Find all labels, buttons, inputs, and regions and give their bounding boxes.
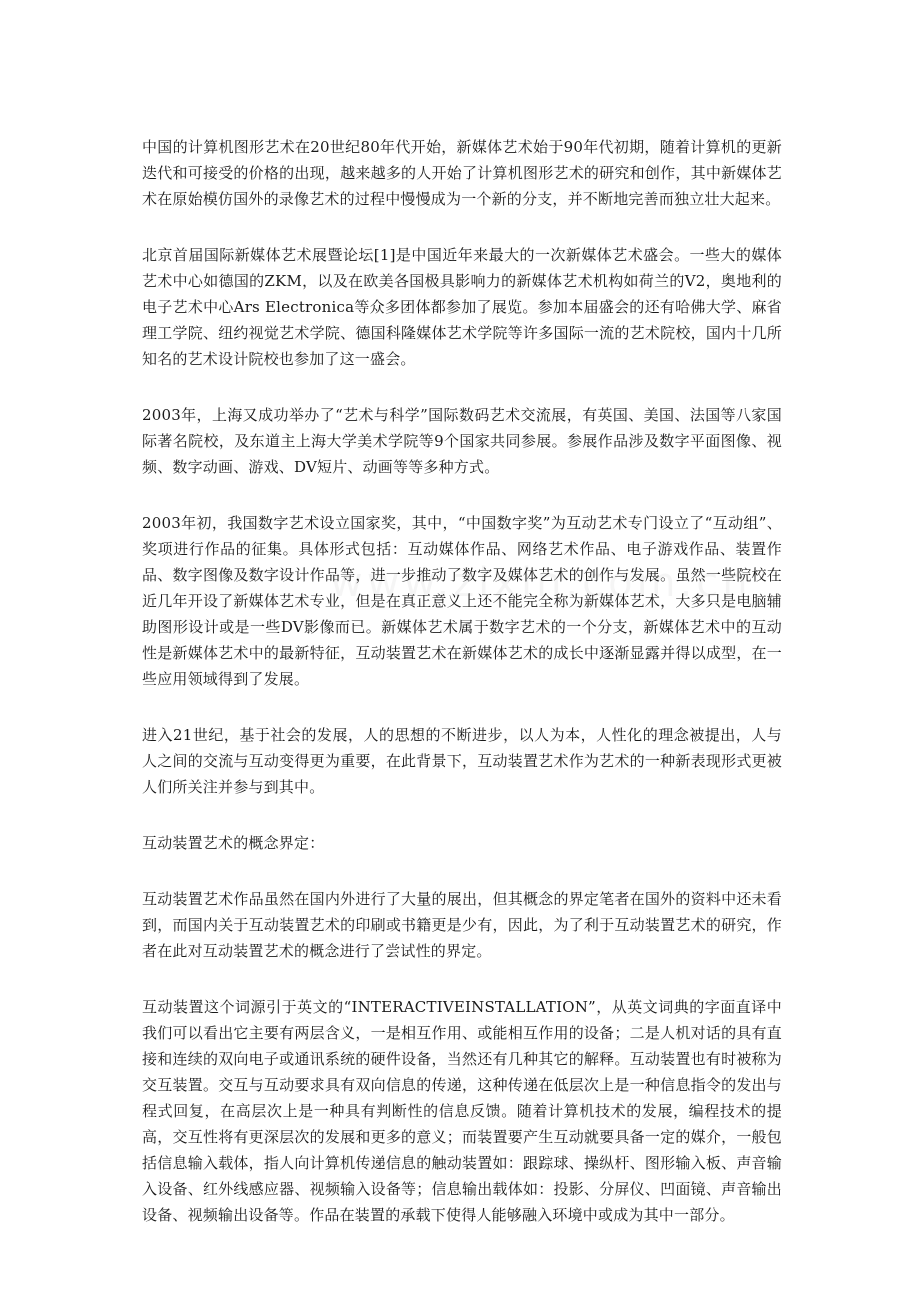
paragraph-3: 2003年，上海又成功举办了“艺术与科学”国际数码艺术交流展，有英国、美国、法国等八家国际著名院校，及东道主上海大学美术学院等9个国家共同参展。参展作品涉及数字平面图像、视频、数字动画、游戏、DV短片、动画等等多种方式。 (142, 406, 782, 476)
section-heading: 互动装置艺术的概念界定： (142, 834, 325, 852)
paragraph-1: 中国的计算机图形艺术在20世纪80年代开始，新媒体艺术始于90年代初期，随着计算机的更新迭代和可接受的价格的出现，越来越多的人开始了计算机图形艺术的研究和创作，其中新媒体艺术在原始模仿国外的录像艺术的过程中慢慢成为一个新的分支，并不断地完善而独立壮大起来。 (142, 138, 782, 208)
paragraph-6: 互动装置艺术作品虽然在国内外进行了大量的展出，但其概念的界定笔者在国外的资料中还未看到，而国内关于互动装置艺术的印刷或书籍更是少有，因此，为了利于互动装置艺术的研究，作者在此对互动装置艺术的概念进行了尝试性的界定。 (142, 890, 782, 960)
paragraph-7: 互动装置这个词源引于英文的“INTERACTIVEINSTALLATION”，从英文词典的字面直译中我们可以看出它主要有两层含义，一是相互作用、或能相互作用的设备；二是人机对话的具有直接和连续的双向电子或通讯系统的硬件设备，当然还有几种其它的解释。互动装置也有时被称为交互装置。交互与互动要求具有双向信息的传递，这种传递在低层次上是一种信息指令的发出与程式回复，在高层次上是一种具有判断性的信息反馈。随着计算机技术的发展，编程技术的提高，交互性将有更深层次的发展和更多的意义；而装置要产生互动就要具备一定的媒介，一般包括信息输入载体，指人向计算机传递信息的触动装置如：跟踪球、操纵杆、图形输入板、声音输入设备、红外线感应器、视频输入设备等；信息输出载体如：投影、分屏仪、凹面镜、声音输出设备、视频输出设备等。作品在装置的承载下使得人能够融入环境中或成为其中一部分。 (142, 998, 782, 1224)
paragraph-2: 北京首届国际新媒体艺术展暨论坛[1]是中国近年来最大的一次新媒体艺术盛会。一些大的媒体艺术中心如德国的ZKM，以及在欧美各国极具影响力的新媒体艺术机构如荷兰的V2，奥地利的电子艺术中心Ars Electronica等众多团体都参加了展览。参加本届盛会的还有哈佛大学、麻省理工学院、纽约视觉艺术学院、德国科隆媒体艺术学院等许多国际一流的艺术院校，国内十几所知名的艺术设计院校也参加了这一盛会。 (142, 246, 782, 368)
document-body (142, 134, 782, 1258)
paragraph-4: 2003年初，我国数字艺术设立国家奖，其中，“中国数字奖”为互动艺术专门设立了“互动组”、奖项进行作品的征集。具体形式包括：互动媒体作品、网络艺术作品、电子游戏作品、装置作品、数字图像及数字设计作品等，进一步推动了数字及媒体艺术的创作与发展。虽然一些院校在近几年开设了新媒体艺术专业，但是在真正意义上还不能完全称为新媒体艺术，大多只是电脑辅助图形设计或是一些DV影像而已。新媒体艺术属于数字艺术的一个分支，新媒体艺术中的互动性是新媒体艺术中的最新特征，互动装置艺术在新媒体艺术的成长中逐渐显露并得以成型，在一些应用领域得到了发展。 (142, 514, 782, 688)
paragraph-5: 进入21世纪，基于社会的发展，人的思想的不断进步，以人为本，人性化的理念被提出，人与人之间的交流与互动变得更为重要，在此背景下，互动装置艺术作为艺术的一种新表现形式更被人们所关注并参与到其中。 (142, 726, 782, 796)
